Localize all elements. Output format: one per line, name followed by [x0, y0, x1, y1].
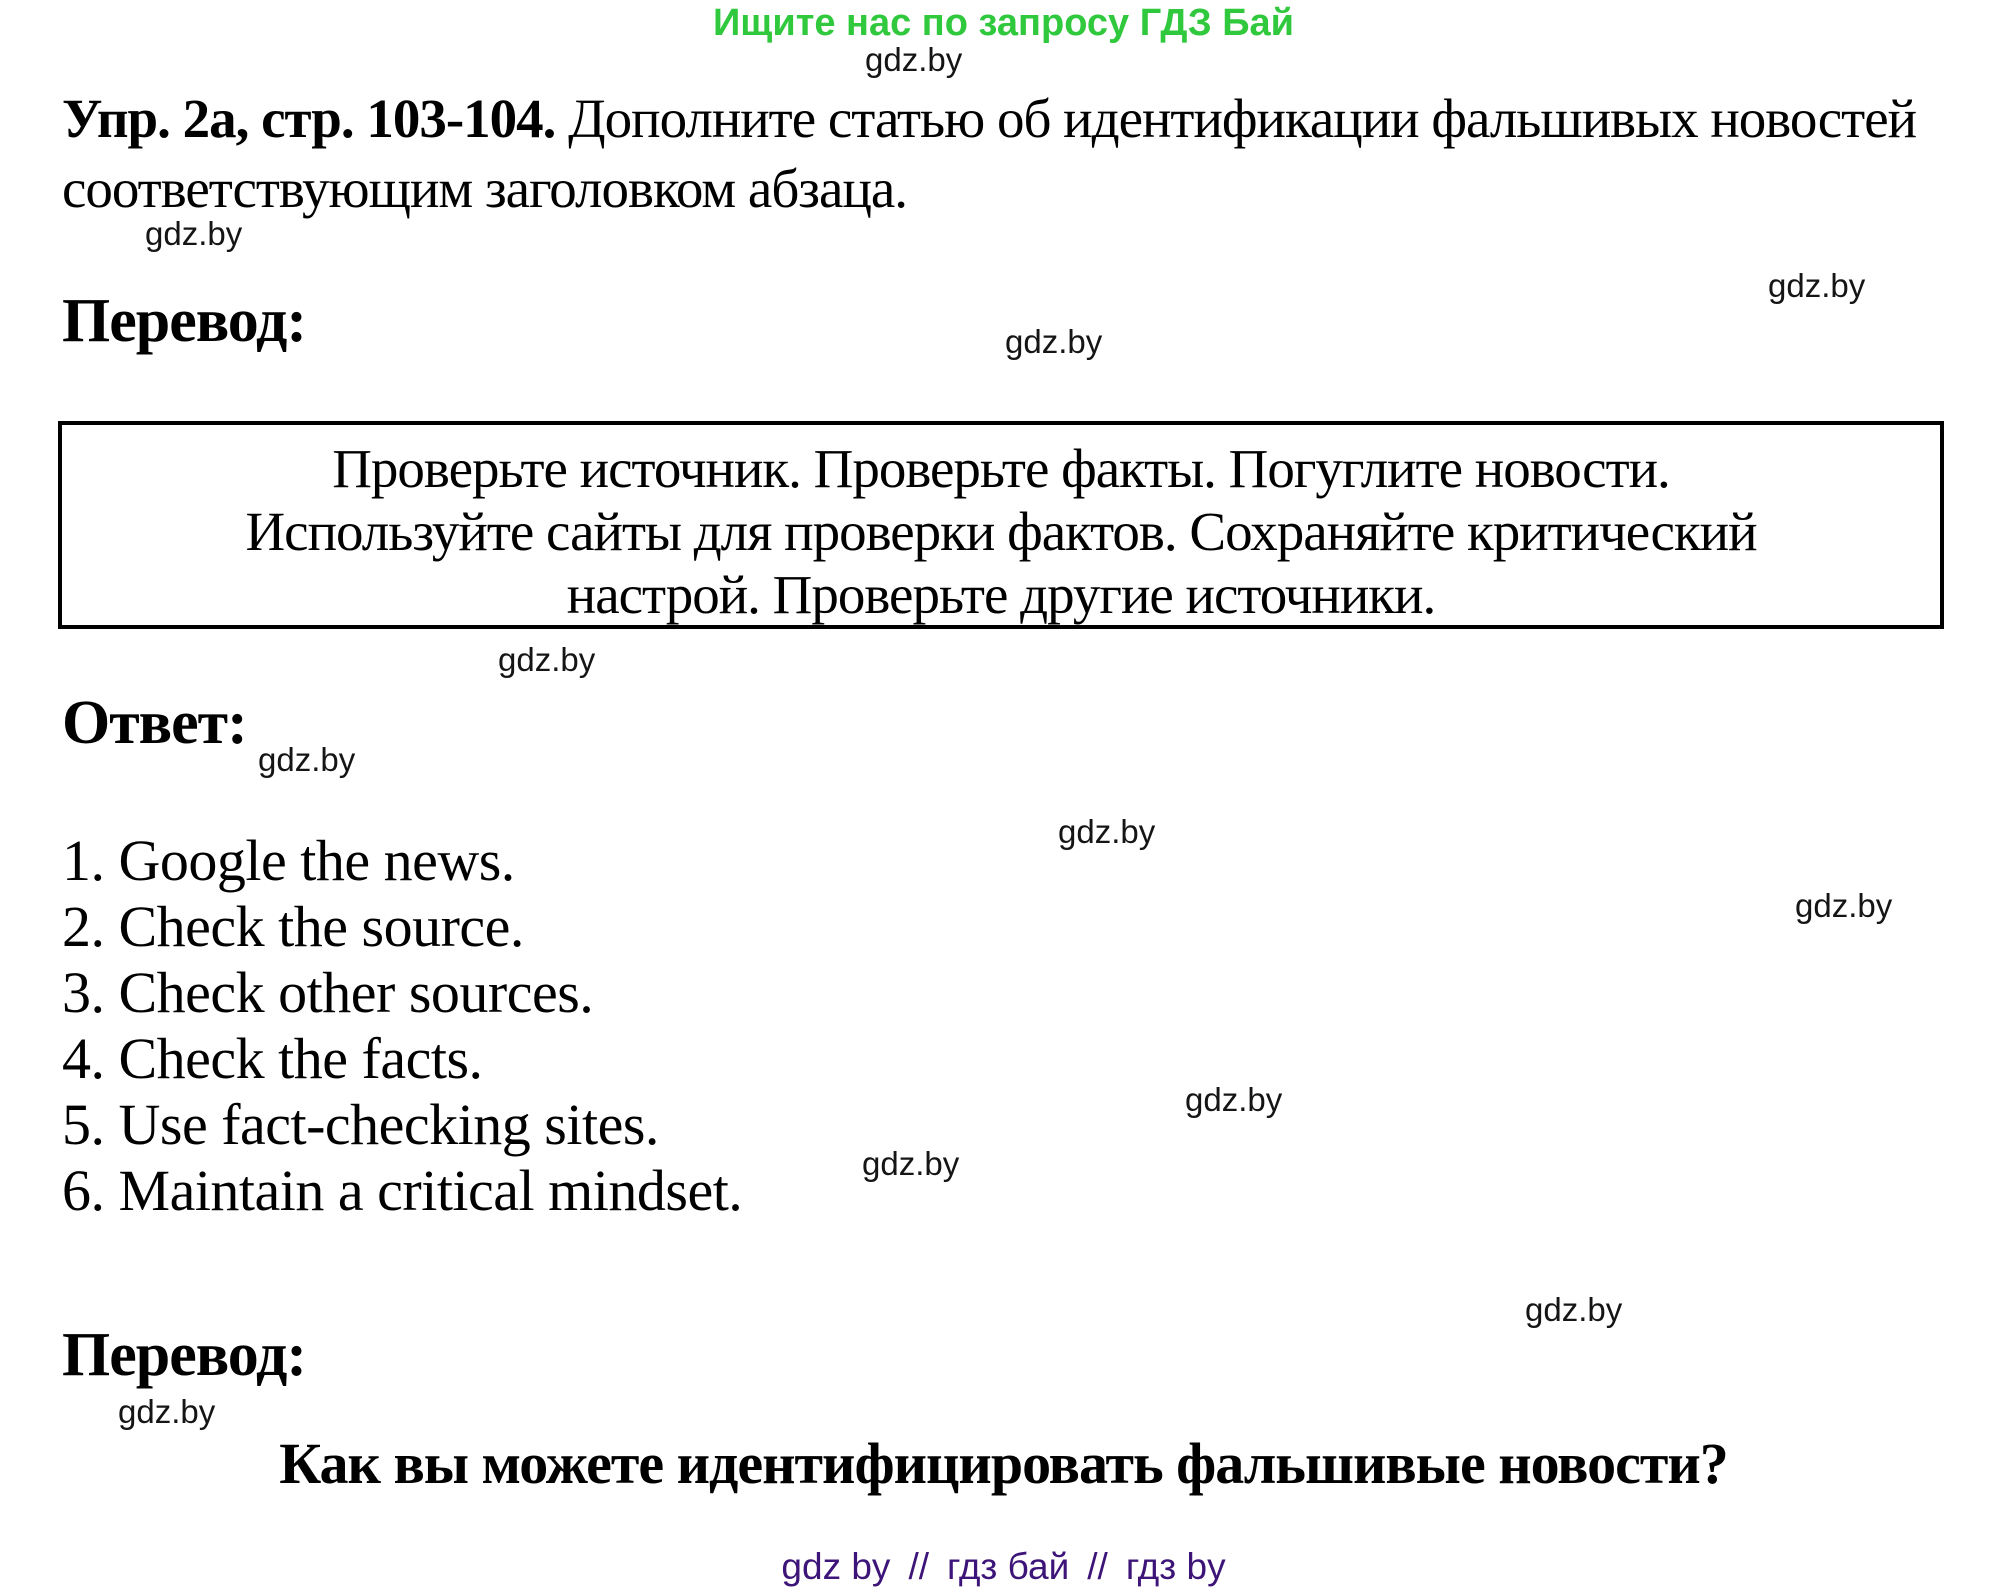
- watermark: gdz.by: [1525, 1291, 1623, 1328]
- footer-link-gdz-by[interactable]: gdz by: [781, 1546, 891, 1587]
- footer-separator: //: [908, 1546, 929, 1587]
- answer-item: 2. Check the source.: [62, 894, 524, 959]
- translation-heading-1: Перевод:: [62, 287, 307, 355]
- promo-banner: Ищите нас по запросу ГДЗ Бай: [712, 2, 1295, 44]
- quote-box: [58, 421, 1944, 629]
- watermark: gdz.by: [118, 1393, 216, 1430]
- answer-item: 6. Maintain a critical mindset.: [62, 1158, 743, 1223]
- answer-item: 3. Check other sources.: [62, 960, 594, 1025]
- exercise-number: Упр. 2а, стр. 103-104.: [62, 88, 556, 149]
- answer-heading: Ответ:: [62, 689, 247, 757]
- answer-item: 1. Google the news.: [62, 828, 515, 893]
- answer-list: [62, 828, 742, 1224]
- answer-item: 4. Check the facts.: [62, 1026, 483, 1091]
- footer-links: [0, 1546, 2007, 1588]
- watermark: gdz.by: [1005, 323, 1103, 360]
- watermark: gdz.by: [145, 215, 243, 252]
- watermark: gdz.by: [1058, 813, 1156, 850]
- watermark: gdz.by: [1185, 1081, 1283, 1118]
- footer-link-gdz-by-2[interactable]: гдз by: [1125, 1546, 1226, 1587]
- footer-link-gdz-bai[interactable]: гдз бай: [947, 1546, 1070, 1587]
- translation-heading-2: Перевод:: [62, 1321, 307, 1389]
- exercise-text: Дополните статью об идентификации фальшивых новостей соответствующим заголовком абзаца.: [62, 88, 1917, 219]
- exercise-heading: [62, 84, 1952, 224]
- footer-separator: //: [1087, 1546, 1108, 1587]
- translation-question: Как вы можете идентифицировать фальшивые новости?: [279, 1431, 1728, 1496]
- quote-line: Используйте сайты для проверки фактов. Сохраняйте критический: [245, 501, 1757, 562]
- quote-line: Проверьте источник. Проверьте факты. Погуглите новости.: [332, 438, 1670, 499]
- watermark: gdz.by: [1795, 887, 1893, 924]
- watermark: gdz.by: [258, 741, 356, 778]
- watermark: gdz.by: [498, 641, 596, 678]
- watermark: gdz.by: [862, 1145, 960, 1182]
- quote-line: настрой. Проверьте другие источники.: [566, 564, 1436, 625]
- watermark: gdz.by: [1768, 267, 1866, 304]
- answer-item: 5. Use fact-checking sites.: [62, 1092, 659, 1157]
- watermark: gdz.by: [865, 41, 963, 78]
